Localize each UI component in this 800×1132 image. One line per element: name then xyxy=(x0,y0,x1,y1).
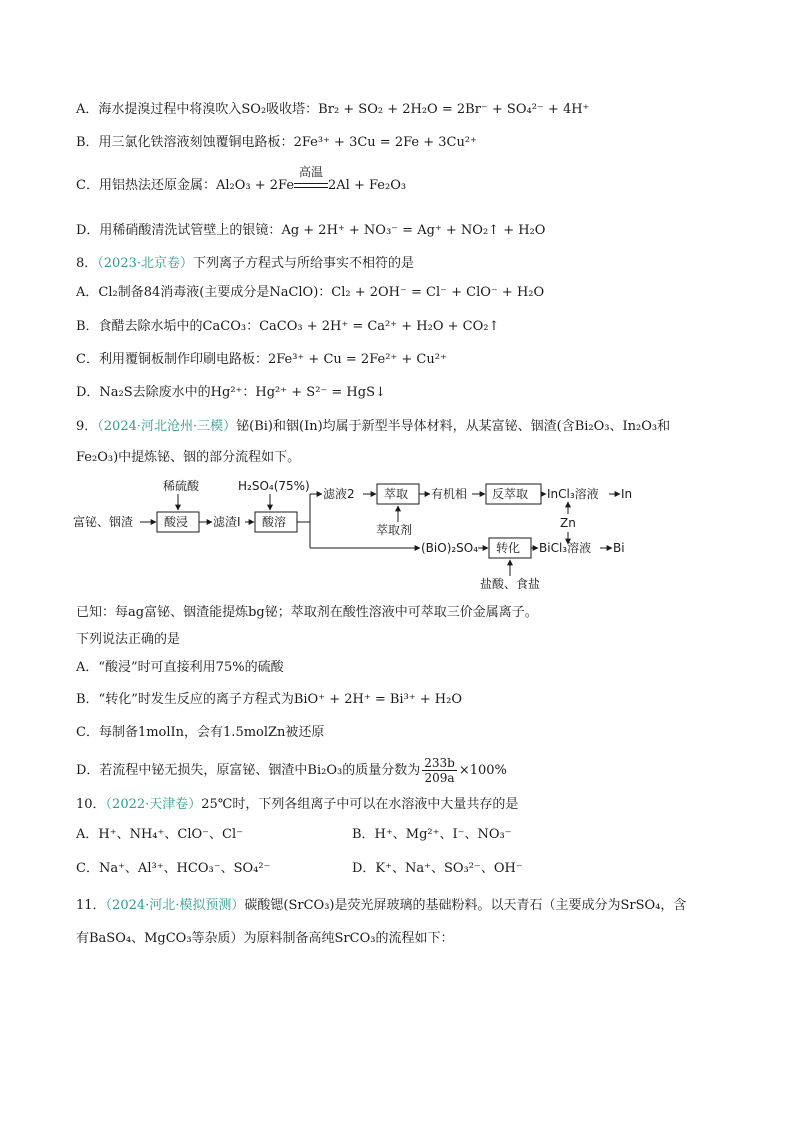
q11-stem-line2: 有BaSO₄、MgCO₃等杂质）为原料制备高纯SrCO₃的流程如下： xyxy=(76,931,454,946)
flow-box2-label: 酸溶 xyxy=(262,515,287,529)
flow-product-in: In xyxy=(621,487,633,501)
flow-box3-label: 萃取 xyxy=(384,487,409,501)
q9-option-d: D．若流程中铋无损失，原富铋、铟渣中Bi₂O₃的质量分数为 $\frac{233b}{209a}$ ×100% xyxy=(76,756,507,785)
q9-stem-line1: 9．（2024·河北沧州·三模）铋(Bi)和铟(In)均属于新型半导体材料，从某富铋、铟渣(含Bi₂O₃、In₂O₃和 xyxy=(76,419,671,434)
flow-start-material: 富铋、铟渣 xyxy=(73,515,134,529)
flow-incl3-solution: InCl₃溶液 xyxy=(547,487,599,501)
q10-option-d: D．K⁺、Na⁺、SO₃²⁻、OH⁻ xyxy=(352,861,523,876)
q8-option-c: C．利用覆铜板制作印刷电路板：2Fe³⁺ + Cu = 2Fe²⁺ + Cu²⁺ xyxy=(76,352,447,367)
flow-reagent-dilute-h2so4: 稀硫酸 xyxy=(163,479,200,493)
high-temp-condition: 高温 xyxy=(294,177,328,195)
flow-bio-so4: (BiO)₂SO₄ xyxy=(421,541,479,555)
q10-stem: 10．（2022·天津卷）25℃时，下列各组离子中可以在水溶液中大量共存的是 xyxy=(76,797,519,812)
flow-box1-label: 酸浸 xyxy=(164,515,189,529)
q9-option-b: B．“转化”时发生反应的离子方程式为BiO⁺ + 2H⁺ = Bi³⁺ + H₂O xyxy=(76,692,463,707)
q8-option-b: B．食醋去除水垢中的CaCO₃：CaCO₃ + 2H⁺ = Ca²⁺ + H₂O + CO₂↑ xyxy=(76,319,500,334)
q7-option-b-equation: 2Fe³⁺ + 3Cu = 2Fe + 3Cu²⁺ xyxy=(293,135,477,150)
flow-bicl3-solution: BiCl₃溶液 xyxy=(539,541,592,555)
q11-source: （2024·河北·模拟预测） xyxy=(105,898,245,913)
flow-product-bi: Bi xyxy=(613,541,625,555)
q7-option-d: D．用稀硝酸清洗试管壁上的银镜：Ag + 2H⁺ + NO₃⁻ = Ag⁺ + NO₂↑ + H₂O xyxy=(76,223,546,238)
q7-option-d-equation: Ag + 2H⁺ + NO₃⁻ = Ag⁺ + NO₂↑ + H₂O xyxy=(281,223,546,238)
q9-option-a: A．“酸浸”时可直接利用75%的硫酸 xyxy=(76,660,284,675)
q7-option-a: A．海水提溴过程中将溴吹入SO₂吸收塔：Br₂ + SO₂ + 2H₂O = 2Br⁻ + SO₄²⁻ + 4H⁺ xyxy=(76,102,590,117)
q8-stem: 8．（2023·北京卷）下列离子方程式与所给事实不相符的是 xyxy=(76,256,415,271)
q9-question: 下列说法正确的是 xyxy=(76,632,181,647)
flow-reagent-h2so4-75: H₂SO₄(75%) xyxy=(238,479,310,493)
q9-stem-line2: Fe₂O₃)中提炼铋、铟的部分流程如下。 xyxy=(76,450,301,465)
flow-zn: Zn xyxy=(560,516,576,530)
q7-option-c: C．用铝热法还原金属：Al₂O₃ + 2Fe 高温 2Al + Fe₂O₃ xyxy=(76,165,407,193)
flow-box4-label: 反萃取 xyxy=(492,487,529,501)
q8-option-d: D．Na₂S去除废水中的Hg²⁺：Hg²⁺ + S²⁻ = HgS↓ xyxy=(76,385,386,400)
q10-option-c: C．Na⁺、Al³⁺、HCO₃⁻、SO₄²⁻ xyxy=(76,861,271,876)
flow-extractant: 萃取剂 xyxy=(376,523,413,537)
flow-organic-phase: 有机相 xyxy=(431,487,468,501)
q8-option-a: A．Cl₂制备84消毒液(主要成分是NaClO)：Cl₂ + 2OH⁻ = Cl⁻ + ClO⁻ + H₂O xyxy=(76,285,545,300)
q9-option-c: C．每制备1molIn，会有1.5molZn被还原 xyxy=(76,725,325,740)
q11-stem-line1: 11．（2024·河北·模拟预测）碳酸锶(SrCO₃)是荧光屏玻璃的基础粉料。以天青石（主要成分为SrSO₄，含 xyxy=(76,898,687,913)
mass-fraction: $\frac{233b}{209a}$ xyxy=(424,756,455,785)
q7-option-a-equation: Br₂ + SO₂ + 2H₂O = 2Br⁻ + SO₄²⁻ + 4H⁺ xyxy=(318,102,590,117)
flow-residue-1: 滤渣I xyxy=(213,515,241,529)
flow-reagent-hcl-salt: 盐酸、食盐 xyxy=(480,577,541,591)
q8-source: （2023·北京卷） xyxy=(97,256,193,271)
q9-known: 已知：每ag富铋、铟渣能提炼bg铋；萃取剂在酸性溶液中可萃取三价金属离子。 xyxy=(76,605,538,620)
q10-source: （2022·天津卷） xyxy=(105,797,202,812)
q10-option-b: B．H⁺、Mg²⁺、I⁻、NO₃⁻ xyxy=(352,827,512,842)
q10-option-a: A．H⁺、NH₄⁺、ClO⁻、Cl⁻ xyxy=(76,827,243,842)
flow-box5-label: 转化 xyxy=(496,541,521,555)
q7-option-b: B．用三氯化铁溶液刻蚀覆铜电路板：2Fe³⁺ + 3Cu = 2Fe + 3Cu²⁺ xyxy=(76,135,477,150)
q9-source: （2024·河北沧州·三模） xyxy=(97,419,237,434)
flow-filtrate-2: 滤液2 xyxy=(323,487,355,501)
q9-flow-diagram xyxy=(60,472,660,597)
